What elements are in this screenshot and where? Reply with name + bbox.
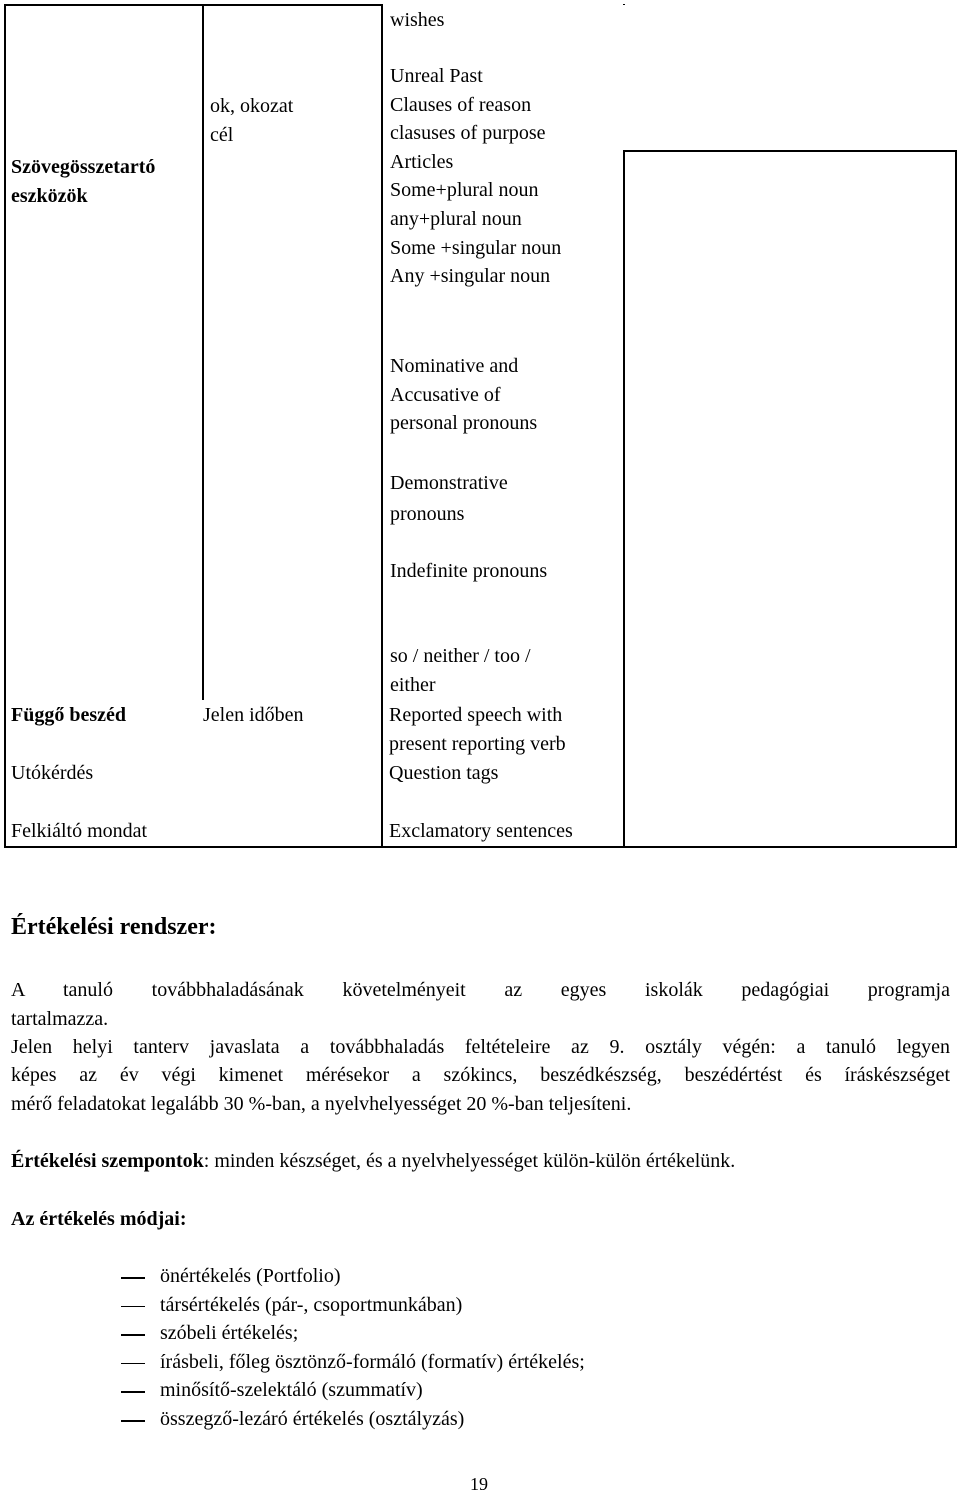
list-item: önértékelés (Portfolio) — [0, 1262, 960, 1291]
cell-indefinite-pronouns: Indefinite pronouns — [390, 560, 548, 582]
cell-cohesive-devices: Szövegösszetartó eszközök — [11, 156, 156, 207]
paragraph-requirements-line1: A tanuló továbbhaladásának követelményeit az egyes iskolák pedagógiai programja — [11, 979, 950, 1001]
cell-demonstrative-pronouns: Demonstrative pronouns — [390, 472, 508, 525]
cell-wishes: wishes — [390, 9, 445, 31]
list-item: összegző-lezáró értékelés (osztályzás) — [0, 1405, 960, 1434]
evaluation-criteria-label: Értékelési szempontok — [11, 1150, 204, 1172]
paragraph-criteria-line2: képes az év végi kimenet mérésekor a szókincs, beszédkészség, beszédértést és íráskészséget — [11, 1064, 950, 1086]
evaluation-heading: Értékelési rendszer: — [11, 914, 217, 940]
table-border-right — [955, 150, 957, 847]
cell-tag-questions-hu: Utókérdés — [11, 762, 94, 784]
cell-grammar-list: Unreal Past Clauses of reason clasuses of purpose Articles Some+plural noun any+plural noun Some +singular noun Any +singular noun — [390, 65, 562, 288]
dash-bullet-icon — [121, 1420, 145, 1422]
table-divider-col1 — [202, 4, 204, 700]
cell-reported-speech: Reported speech with present reporting verb — [389, 704, 566, 755]
cell-reported-speech-hu: Függő beszéd — [11, 704, 126, 726]
dash-bullet-icon — [121, 1306, 145, 1308]
paragraph-criteria-line1: Jelen helyi tanterv javaslata a továbbhaladás feltételeire az 9. osztály végén: a tanuló legyen — [11, 1036, 950, 1058]
table-border-bottom — [4, 846, 957, 848]
table-border-ext-top — [623, 150, 957, 152]
table-divider-col2 — [381, 4, 383, 847]
evaluation-criteria-line — [11, 1147, 950, 1176]
cell-present-tense-hu: Jelen időben — [203, 704, 304, 726]
paragraph-criteria-line3: mérő feladatokat legalább 30 %-ban, a nyelvhelyességet 20 %-ban teljesíteni. — [11, 1093, 632, 1115]
dash-bullet-icon — [121, 1391, 145, 1393]
dash-bullet-icon — [121, 1277, 145, 1279]
table-border-col3-right — [623, 150, 625, 847]
evaluation-criteria-text: : minden készséget, és a nyelvhelyességet külön-külön értékelünk. — [203, 1150, 736, 1172]
dash-bullet-icon — [121, 1334, 145, 1336]
cell-personal-pronouns: Nominative and Accusative of personal pronouns — [390, 355, 538, 435]
dash-bullet-icon — [121, 1363, 145, 1365]
cell-reason-purpose-hu: ok, okozat cél — [210, 95, 294, 146]
list-item: szóbeli értékelés; — [0, 1319, 960, 1348]
list-item: írásbeli, főleg ösztönző-formáló (formatív) értékelés; — [0, 1348, 960, 1377]
paragraph-requirements-line2: tartalmazza. — [11, 1008, 109, 1030]
cell-exclamatory-sentences: Exclamatory sentences — [389, 820, 573, 842]
evaluation-methods-heading: Az értékelés módjai: — [11, 1208, 187, 1230]
list-item: minősítő-szelektáló (szummatív) — [0, 1376, 960, 1405]
list-item: társértékelés (pár-, csoportmunkában) — [0, 1291, 960, 1320]
cell-so-neither: so / neither / too / either — [390, 645, 531, 696]
page-number: 19 — [470, 1474, 488, 1494]
cell-question-tags: Question tags — [389, 762, 499, 784]
cell-exclamatory-hu: Felkiáltó mondat — [11, 820, 148, 842]
table-border-col3-top — [623, 4, 625, 5]
table-border-left — [4, 4, 6, 847]
table-border-top — [4, 4, 383, 6]
